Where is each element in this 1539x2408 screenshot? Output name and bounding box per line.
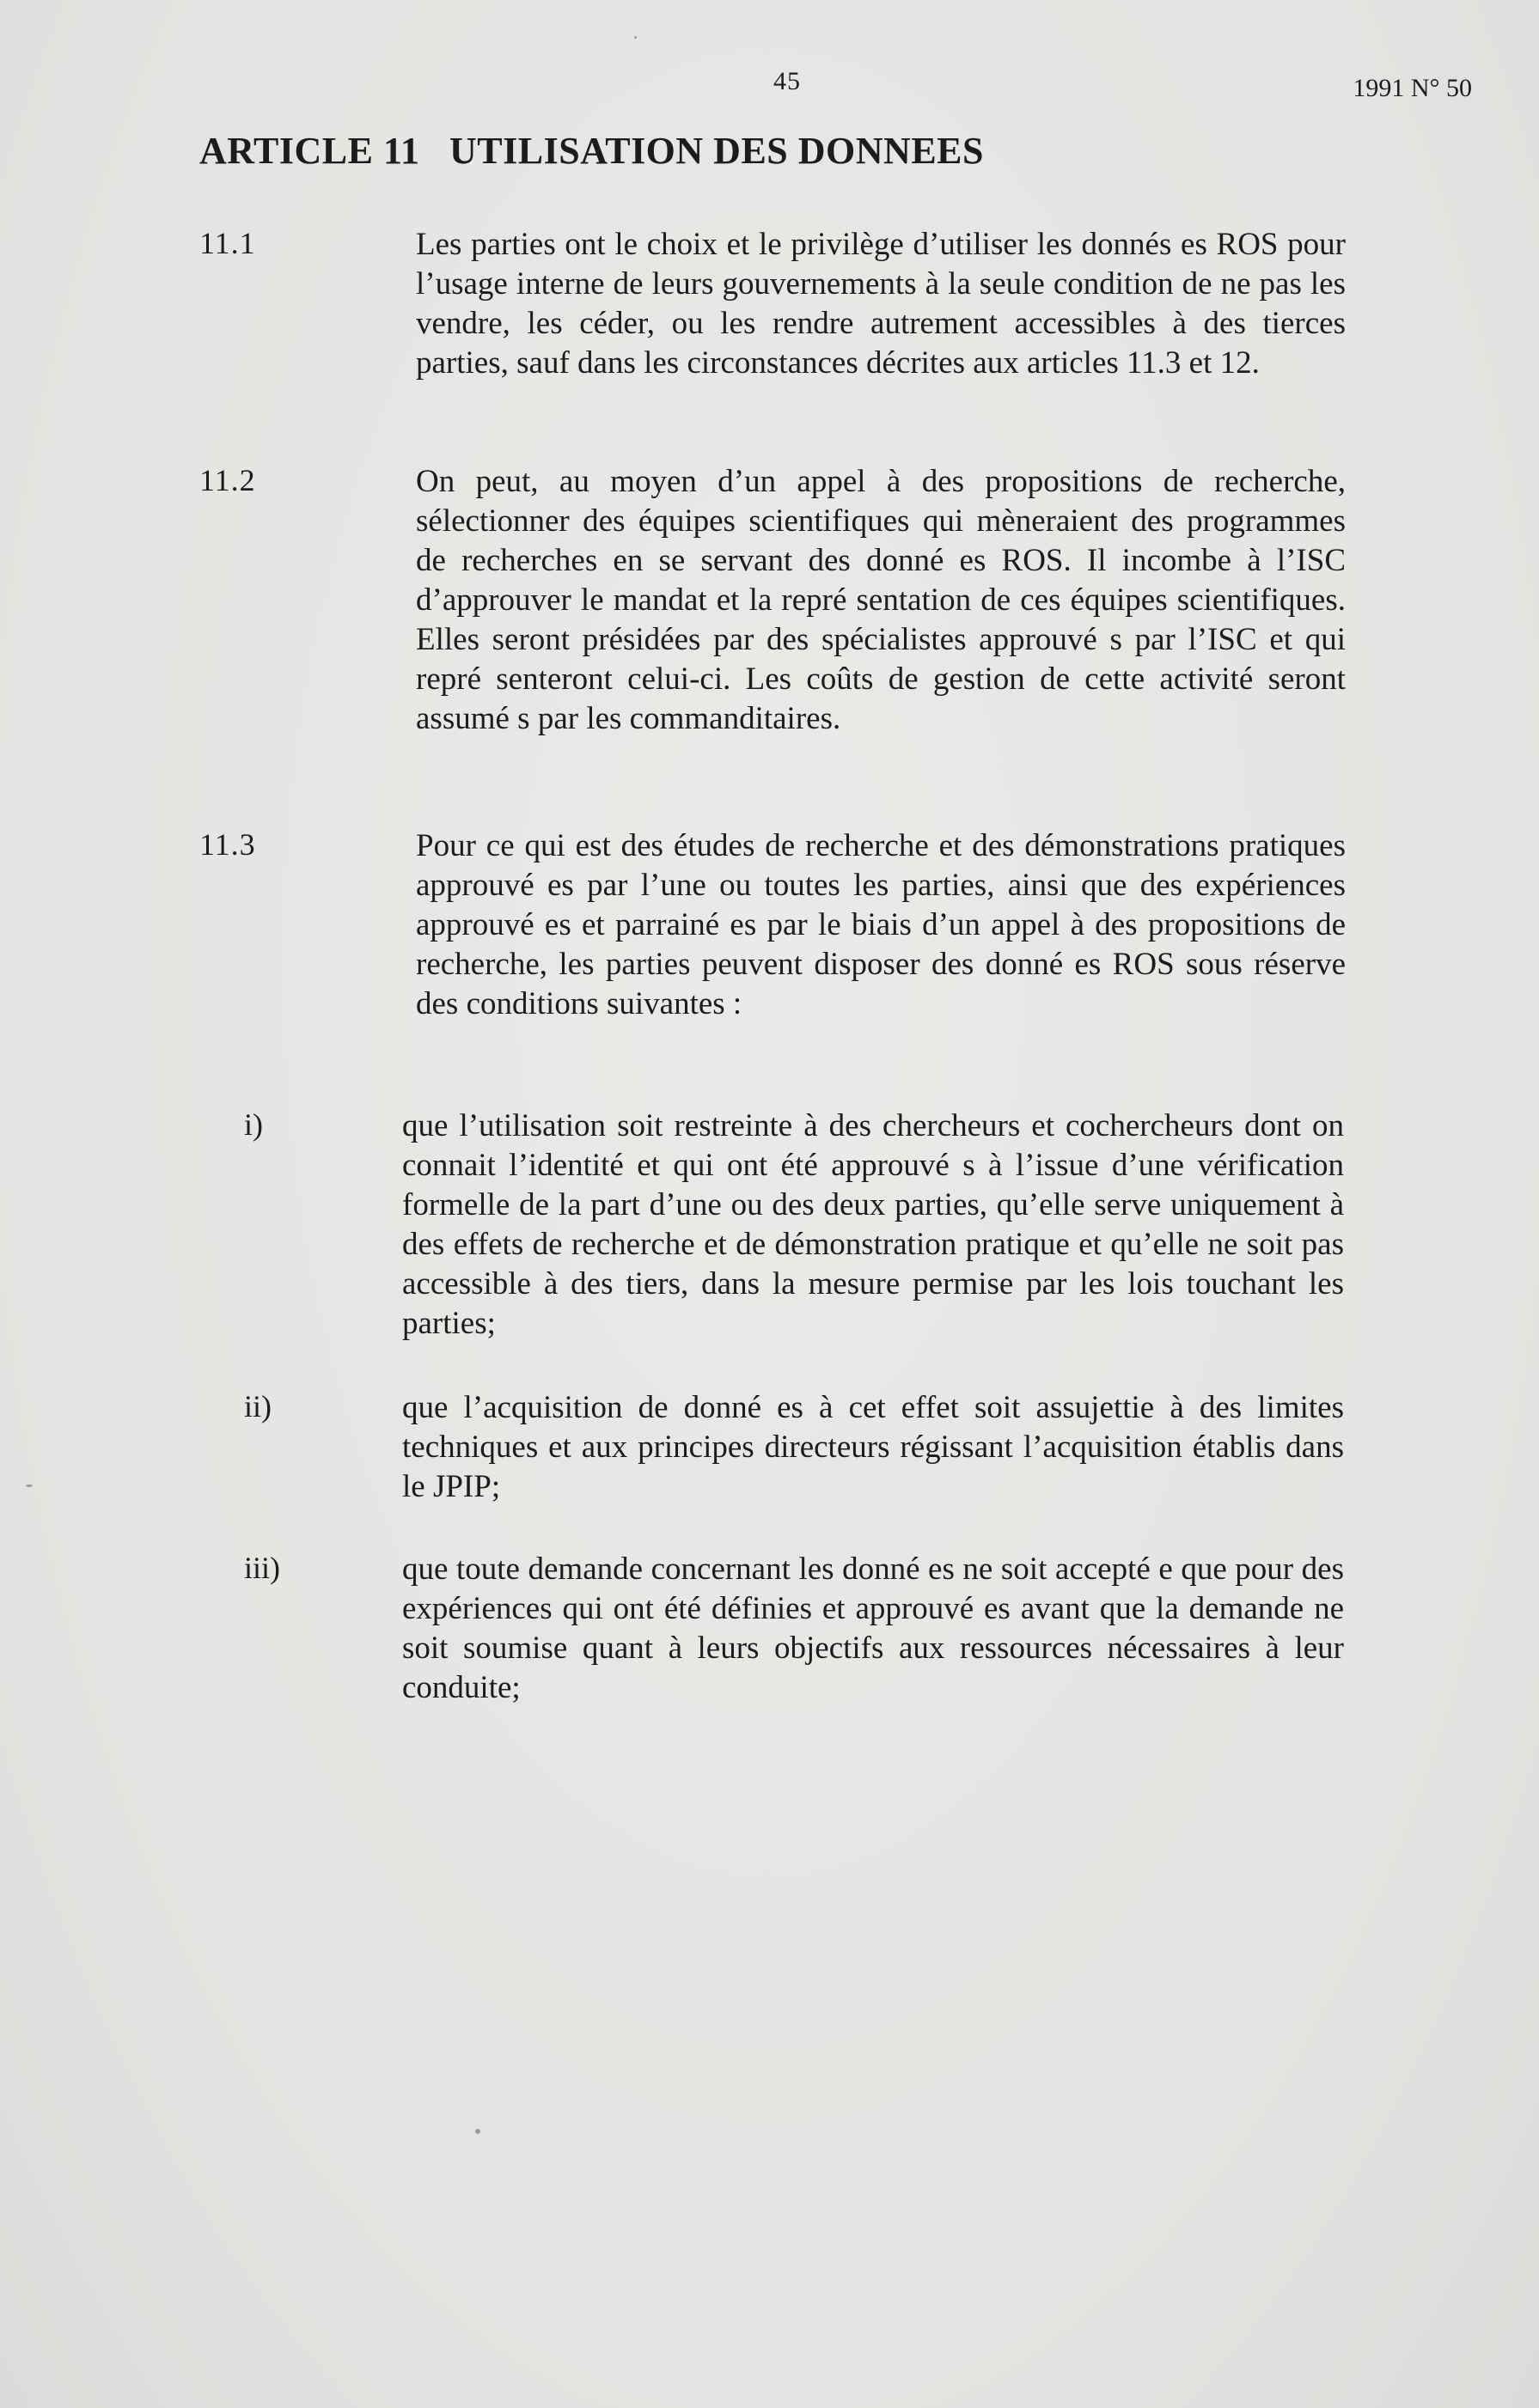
subitem-label: ii) — [244, 1389, 272, 1423]
subitem-label: i) — [244, 1107, 263, 1142]
subitem-label: iii) — [244, 1551, 280, 1585]
section-number: 11.1 — [199, 226, 256, 260]
section-text: On peut, au moyen d’un appel à des propositions de recherche, sélectionner des équipes scientifiques qui mèneraient des programmes de recherches en se servant des donné es ROS. Il incombe à l’ISC d’approuver le mandat et la repré sentation de ces équipes scientifiques. Elles seront présidées par des spécialistes approuvé s par l’ISC et qui repré senteront celui-ci. Les coûts de gestion de cette activité seront assumé s par les commanditaires. — [416, 464, 1346, 736]
section-number: 11.3 — [199, 827, 256, 862]
subitem-text: que l’acquisition de donné es à cet effet soit assujettie à des limites techniques et aux principes directeurs régissant l’acquisition établis dans le JPIP; — [402, 1390, 1344, 1504]
article-title: ARTICLE 11 UTILISATION DES DONNEES — [199, 130, 984, 172]
scan-speck — [634, 36, 637, 39]
section-text: Pour ce qui est des études de recherche et des démonstrations pratiques approuvé es par l’une ou toutes les parties, ainsi que des expériences approuvé es et parrainé es par le biais d’un appel à des propositions de recherche, les parties peuvent disposer des donné es ROS sous réserve des conditions suivantes : — [416, 828, 1346, 1021]
scan-speck — [475, 2129, 480, 2134]
section-text: Les parties ont le choix et le privilège d’utiliser les donnés es ROS pour l’usage interne de leurs gouvernements à la seule condition de ne pas les vendre, les céder, ou les rendre autrement accessibles à des tierces parties, sauf dans les circonstances décrites aux articles 11.3 et 12. — [416, 227, 1346, 381]
section-number: 11.2 — [199, 463, 256, 497]
subitem-text: que l’utilisation soit restreinte à des chercheurs et cochercheurs dont on connait l’identité et qui ont été approuvé s à l’issue d’une vérification formelle de la part d’une ou des deux parties, qu’elle serve uniquement à des effets de recherche et de démonstration pratique et qu’elle ne soit pas accessible à des tiers, dans la mesure permise par les lois touchant les parties; — [402, 1108, 1344, 1341]
subitem-text: que toute demande concernant les donné es ne soit accepté e que pour des expériences qui ont été définies et approuvé es avant que la demande ne soit soumise quant à leurs objectifs aux ressources nécessaires à leur conduite; — [402, 1551, 1344, 1705]
page-number: 45 — [773, 67, 801, 95]
scan-speck — [26, 1484, 33, 1487]
issue-label: 1991 N° 50 — [1353, 74, 1472, 102]
